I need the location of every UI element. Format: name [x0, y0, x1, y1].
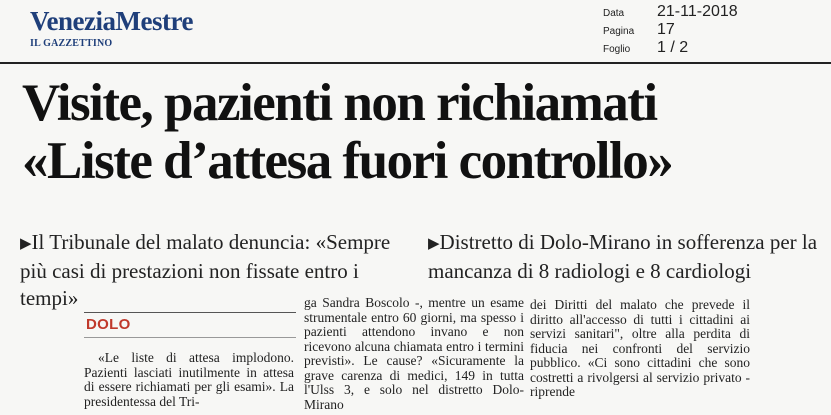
headline-line-1: Visite, pazienti non richiamati — [22, 74, 657, 132]
deck-right — [428, 229, 828, 285]
section-rule-top — [84, 312, 296, 313]
section-label: DOLO — [86, 316, 131, 333]
meta-value: 1 / 2 — [657, 39, 689, 56]
triangle-bullet-icon: ▶ — [20, 236, 32, 252]
article-column-middle: ga Sandra Boscolo -, mentre un esame strumentale entro 60 giorni, ma spesso i pazienti attendono invano e non ricevono alcuna chiamata entro i termini previsti». Le cause? «Sicuramente la grave carenza di medici, 149 in tutta l'Ulss 3, e solo nel distretto Dolo-Mirano — [304, 295, 524, 412]
headline-line-2: «Liste d’attesa fuori controllo» — [22, 132, 673, 190]
meta-row-sheet — [603, 39, 738, 57]
deck-left-text: Il Tribunale del malato denuncia: «Sempre più casi di prestazioni non fissate entro i tempi» — [20, 230, 391, 310]
meta-value: 17 — [657, 21, 675, 38]
headline — [22, 74, 822, 190]
issue-meta — [603, 3, 738, 57]
meta-label: Pagina — [603, 26, 635, 37]
meta-label: Foglio — [603, 44, 631, 55]
meta-value: 21-11-2018 — [657, 3, 738, 20]
masthead-sub: IL GAZZETTINO — [30, 38, 113, 49]
masthead-divider — [0, 62, 831, 64]
meta-label: Data — [603, 8, 625, 19]
section-rule-bottom — [84, 337, 296, 338]
article-column-right: dei Diritti del malato che prevede il diritto all'accesso di tutti i cittadini ai servizi sanitari", oltre alla perdita di fiducia nei confronti del servizio pubblico. «Ci sono cittadini che sono costretti a rivolgersi al servizio privato - riprende — [530, 297, 750, 399]
meta-row-date — [603, 3, 738, 21]
deck-right-text: Distretto di Dolo-Mirano in sofferenza per la mancanza di 8 radiologi e 8 cardiologi — [428, 230, 818, 283]
meta-row-page — [603, 21, 738, 39]
triangle-bullet-icon: ▶ — [428, 236, 440, 252]
masthead-brand: VeneziaMestre — [30, 6, 193, 36]
masthead — [30, 6, 193, 49]
article-column-left: «Le liste di attesa implodono. Pazienti lasciati inutilmente in attesa di essere richiamati per gli esami». La presidentessa del Tri- — [84, 350, 294, 409]
